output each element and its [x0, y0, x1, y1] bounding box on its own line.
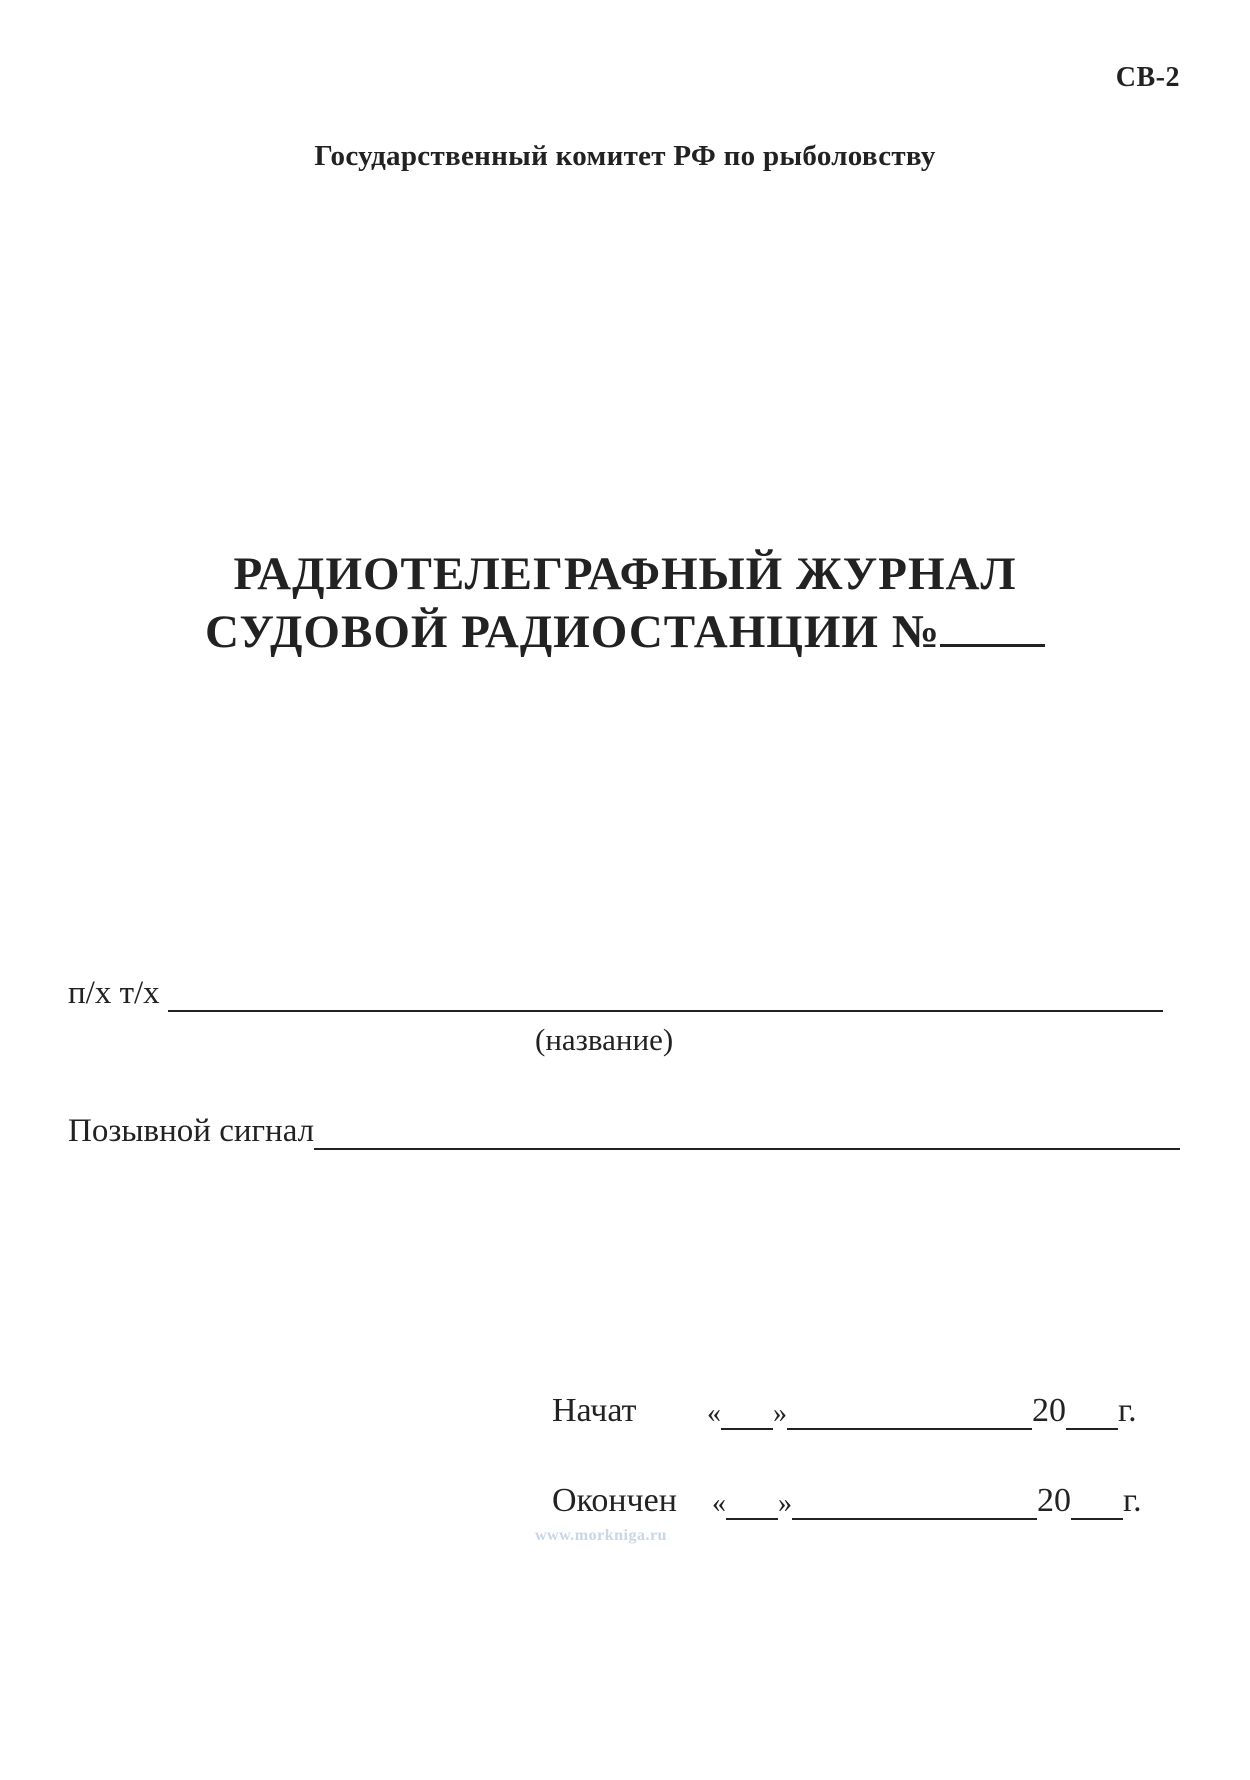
- callsign-label: Позывной сигнал: [68, 1113, 315, 1149]
- ended-day-blank[interactable]: [726, 1490, 778, 1520]
- started-month-blank[interactable]: [787, 1400, 1032, 1430]
- title-line-1: РАДИОТЕЛЕГРАФНЫЙ ЖУРНАЛ: [233, 548, 1017, 600]
- started-close-quote: »: [773, 1398, 787, 1429]
- ended-month-blank[interactable]: [792, 1490, 1037, 1520]
- document-title: [0, 545, 1250, 661]
- title-line-2-text: СУДОВОЙ РАДИОСТАНЦИИ №: [205, 606, 940, 658]
- callsign-row: [68, 1113, 1180, 1150]
- ended-year-suffix: г.: [1123, 1482, 1142, 1519]
- vessel-name-blank[interactable]: [168, 980, 1163, 1012]
- ended-label: Окончен: [552, 1482, 677, 1519]
- watermark: www.morkniga.ru: [535, 1527, 667, 1544]
- station-number-blank[interactable]: [940, 604, 1045, 647]
- started-day-blank[interactable]: [721, 1400, 773, 1430]
- issuing-authority: Государственный комитет РФ по рыболовству: [314, 140, 936, 172]
- vessel-name-caption: (название): [535, 1022, 674, 1057]
- started-year-blank[interactable]: [1066, 1400, 1118, 1430]
- ended-open-quote: «: [712, 1488, 726, 1519]
- started-century: 20: [1032, 1392, 1066, 1429]
- started-date-row: [552, 1392, 1137, 1430]
- started-open-quote: «: [707, 1398, 721, 1429]
- vessel-type-label: п/х т/х: [68, 975, 160, 1011]
- started-label: Начат: [552, 1392, 637, 1429]
- form-code: СВ-2: [1115, 62, 1180, 93]
- vessel-name-row: [68, 975, 1163, 1012]
- title-line-2: [0, 603, 1250, 661]
- ended-close-quote: »: [778, 1488, 792, 1519]
- ended-century: 20: [1037, 1482, 1071, 1519]
- started-year-suffix: г.: [1118, 1392, 1137, 1429]
- callsign-blank[interactable]: [314, 1118, 1180, 1150]
- ended-date-row: [552, 1482, 1142, 1520]
- ended-year-blank[interactable]: [1071, 1490, 1123, 1520]
